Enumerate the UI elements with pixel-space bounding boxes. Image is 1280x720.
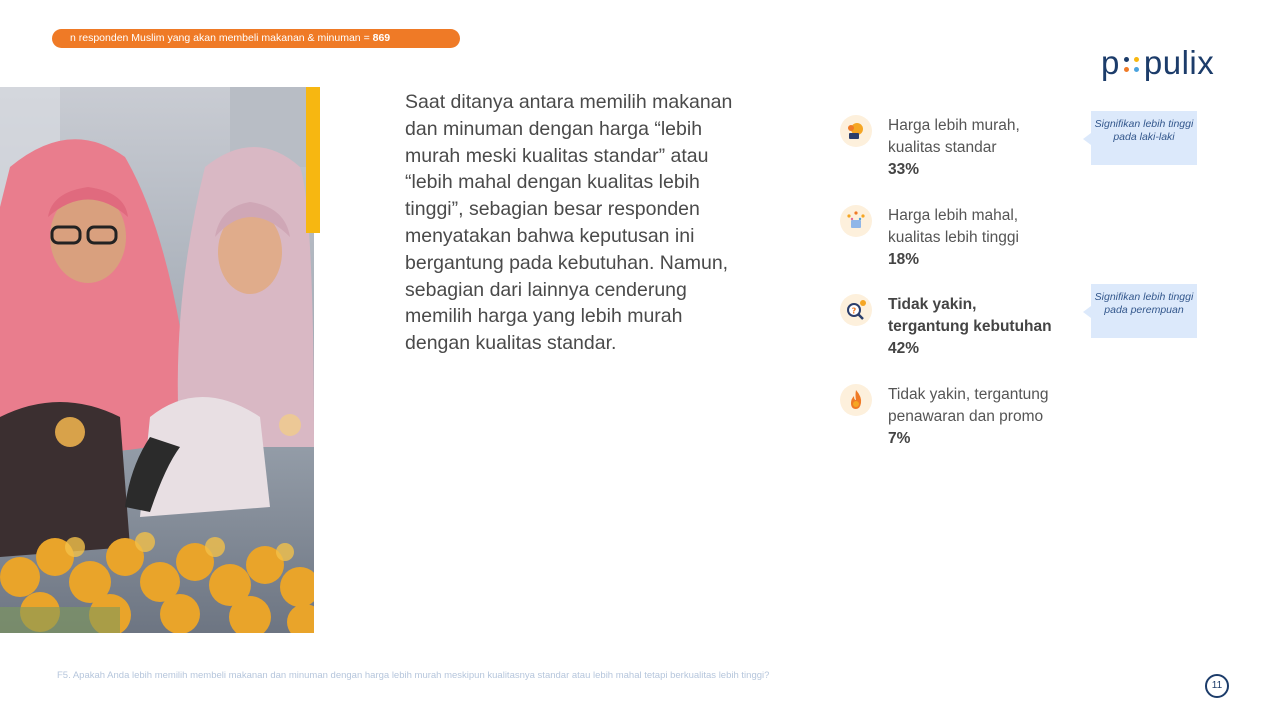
option-percent: 7%: [888, 430, 911, 447]
populix-logo: [1101, 44, 1214, 82]
option-line2: penawaran dan promo: [888, 408, 1044, 425]
option-line2: tergantung kebutuhan: [888, 318, 1052, 335]
magnifier-question-icon: [840, 294, 872, 326]
fire-icon: [840, 384, 872, 416]
note-female: Signifikan lebih tinggi pada perempuan: [1091, 284, 1197, 338]
question-footnote: F5. Apakah Anda lebih memilih membeli makanan dan minuman dengan harga lebih murah meskipun kualitasnya standar atau lebih mahal tetapi berkualitas lebih tinggi?: [57, 670, 770, 681]
market-photo: [0, 87, 314, 633]
option-percent: 18%: [888, 251, 920, 268]
sparkle-gift-icon: [840, 205, 872, 237]
logo-text-right: pulix: [1143, 44, 1215, 81]
accent-bar: [306, 87, 320, 233]
option-line1: Harga lebih mahal,: [888, 207, 1019, 224]
respondent-count: 869: [372, 32, 391, 44]
option-line1: Tidak yakin,: [888, 296, 977, 313]
logo-dots-icon: [1121, 53, 1143, 75]
respondent-count-banner: [52, 29, 460, 48]
page-number: 11: [1205, 674, 1229, 698]
main-paragraph: Saat ditanya antara memilih makanan dan minuman dengan harga “lebih murah meski kualitas standar” atau “lebih mahal dengan kualitas lebih tinggi”, sebagian besar responden menyatakan bahwa keputusan ini bergantung pada kebutuhan. Namun, sebagian dari lainnya cenderung memilih harga yang lebih murah dengan kualitas standar.: [405, 91, 733, 355]
option-line2: kualitas lebih tinggi: [888, 229, 1019, 246]
option-line1: Harga lebih murah,: [888, 117, 1020, 134]
coins-icon: [840, 115, 872, 147]
option-percent: 33%: [888, 161, 920, 178]
respondent-note: n responden Muslim yang akan membeli makanan & minuman =: [70, 32, 373, 44]
logo-text-left: p: [1101, 44, 1120, 81]
svg-text:?: ?: [851, 306, 857, 316]
note-male: Signifikan lebih tinggi pada laki-laki: [1091, 111, 1197, 165]
option-line1: Tidak yakin, tergantung: [888, 386, 1049, 403]
option-percent: 42%: [888, 340, 920, 357]
option-line2: kualitas standar: [888, 139, 997, 156]
